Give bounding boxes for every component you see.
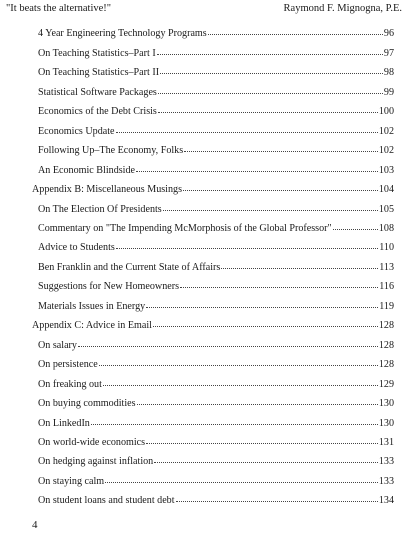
toc-entry-title: On Teaching Statistics–Part II [38, 67, 160, 79]
toc-entry-title: On staying calm [38, 475, 105, 487]
toc-entry[interactable] [0, 273, 394, 292]
toc-entry[interactable] [0, 234, 394, 253]
toc-entry-page: 102 [378, 125, 394, 137]
dot-leader [78, 338, 378, 347]
toc-entry-page: 116 [379, 281, 394, 293]
toc-entry-title: On student loans and student debt [38, 495, 175, 507]
dot-leader [183, 182, 378, 191]
dot-leader [136, 163, 378, 172]
toc-entry-page: 99 [383, 86, 394, 98]
toc-entry-title: Appendix C: Advice in Email [32, 320, 152, 332]
toc-entry[interactable] [0, 156, 394, 175]
toc-entry-title: On hedging against inflation [38, 456, 154, 468]
toc-entry-title: Following Up–The Economy, Folks [38, 145, 184, 157]
toc-entry[interactable] [0, 331, 394, 350]
toc-entry-page: 130 [378, 417, 394, 429]
table-of-contents [0, 20, 410, 506]
toc-entry[interactable] [0, 98, 394, 117]
toc-entry-title: On salary [38, 339, 77, 351]
dot-leader [184, 143, 378, 152]
dot-leader [99, 357, 378, 366]
toc-entry-title: Statistical Software Packages [38, 86, 157, 98]
toc-entry[interactable] [0, 409, 394, 428]
toc-entry[interactable] [0, 351, 394, 370]
toc-entry-page: 133 [378, 456, 394, 468]
toc-entry[interactable] [0, 390, 394, 409]
dot-leader [116, 240, 378, 249]
toc-entry[interactable] [0, 292, 394, 311]
toc-entry-title: Materials Issues in Energy [38, 300, 146, 312]
dot-leader [146, 299, 378, 308]
toc-entry-title: On Teaching Statistics–Part I [38, 47, 156, 59]
toc-entry-page: 113 [379, 261, 394, 273]
header-quote: "It beats the alternative!" [6, 3, 112, 14]
dot-leader [176, 493, 378, 502]
toc-entry-page: 128 [378, 359, 394, 371]
toc-entry-page: 133 [378, 475, 394, 487]
toc-entry[interactable] [0, 429, 394, 448]
dot-leader [221, 260, 378, 269]
dot-leader [333, 221, 378, 230]
toc-appendix-entry[interactable] [0, 176, 394, 195]
dot-leader [105, 474, 378, 483]
dot-leader [163, 202, 378, 211]
dot-leader [180, 279, 378, 288]
toc-entry-title: Appendix B: Miscellaneous Musings [32, 184, 182, 196]
toc-entry-page: 119 [379, 300, 394, 312]
toc-entry-title: Economics Update [38, 125, 115, 137]
dot-leader [146, 435, 378, 444]
dot-leader [158, 85, 383, 94]
dot-leader [158, 104, 378, 113]
toc-entry-page: 104 [378, 184, 394, 196]
dot-leader [208, 26, 383, 35]
toc-entry[interactable] [0, 467, 394, 486]
toc-entry[interactable] [0, 195, 394, 214]
dot-leader [153, 318, 378, 327]
toc-entry-title: On world-wide economics [38, 436, 146, 448]
toc-entry[interactable] [0, 20, 394, 39]
toc-entry-page: 129 [378, 378, 394, 390]
toc-entry-page: 97 [383, 47, 394, 59]
toc-entry-title: Commentary on "The Impending McMorphosis of the Global Professor" [38, 222, 332, 234]
toc-entry-title: Suggestions for New Homeowners [38, 281, 180, 293]
toc-entry-page: 108 [378, 222, 394, 234]
dot-leader [91, 416, 378, 425]
page-number: 4 [32, 519, 38, 531]
toc-entry-page: 105 [378, 203, 394, 215]
running-header [6, 3, 402, 17]
toc-entry-title: Economics of the Debt Crisis [38, 106, 157, 118]
toc-entry-page: 110 [379, 242, 394, 254]
toc-appendix-entry[interactable] [0, 312, 394, 331]
dot-leader [116, 124, 378, 133]
toc-entry-title: On persistence [38, 359, 98, 371]
dot-leader [154, 454, 378, 463]
toc-entry-title: Advice to Students [38, 242, 115, 254]
toc-entry[interactable] [0, 39, 394, 58]
toc-entry-page: 128 [378, 339, 394, 351]
toc-entry[interactable] [0, 253, 394, 272]
toc-entry[interactable] [0, 78, 394, 97]
dot-leader [160, 65, 383, 74]
toc-entry-page: 96 [383, 28, 394, 40]
dot-leader [137, 396, 378, 405]
toc-entry[interactable] [0, 370, 394, 389]
toc-entry-title: On The Election Of Presidents [38, 203, 162, 215]
toc-entry-page: 134 [378, 495, 394, 507]
toc-entry-page: 100 [378, 106, 394, 118]
toc-entry-title: On freaking out [38, 378, 102, 390]
toc-entry-title: On LinkedIn [38, 417, 90, 429]
toc-entry[interactable] [0, 59, 394, 78]
toc-entry-page: 131 [378, 436, 394, 448]
toc-entry-page: 130 [378, 398, 394, 410]
toc-entry[interactable] [0, 487, 394, 506]
toc-entry-title: Ben Franklin and the Current State of Affairs [38, 261, 221, 273]
header-author: Raymond F. Mignogna, P.E. [283, 3, 402, 14]
toc-entry-title: On buying commodities [38, 398, 136, 410]
dot-leader [103, 377, 378, 386]
toc-entry-page: 98 [383, 67, 394, 79]
toc-entry-page: 102 [378, 145, 394, 157]
toc-entry[interactable] [0, 448, 394, 467]
toc-entry-title: 4 Year Engineering Technology Programs [38, 28, 207, 40]
toc-entry-page: 103 [378, 164, 394, 176]
toc-entry[interactable] [0, 117, 394, 136]
dot-leader [157, 46, 383, 55]
toc-entry-page: 128 [378, 320, 394, 332]
toc-entry[interactable] [0, 137, 394, 156]
toc-entry-title: An Economic Blindside [38, 164, 135, 176]
toc-entry[interactable] [0, 215, 394, 234]
